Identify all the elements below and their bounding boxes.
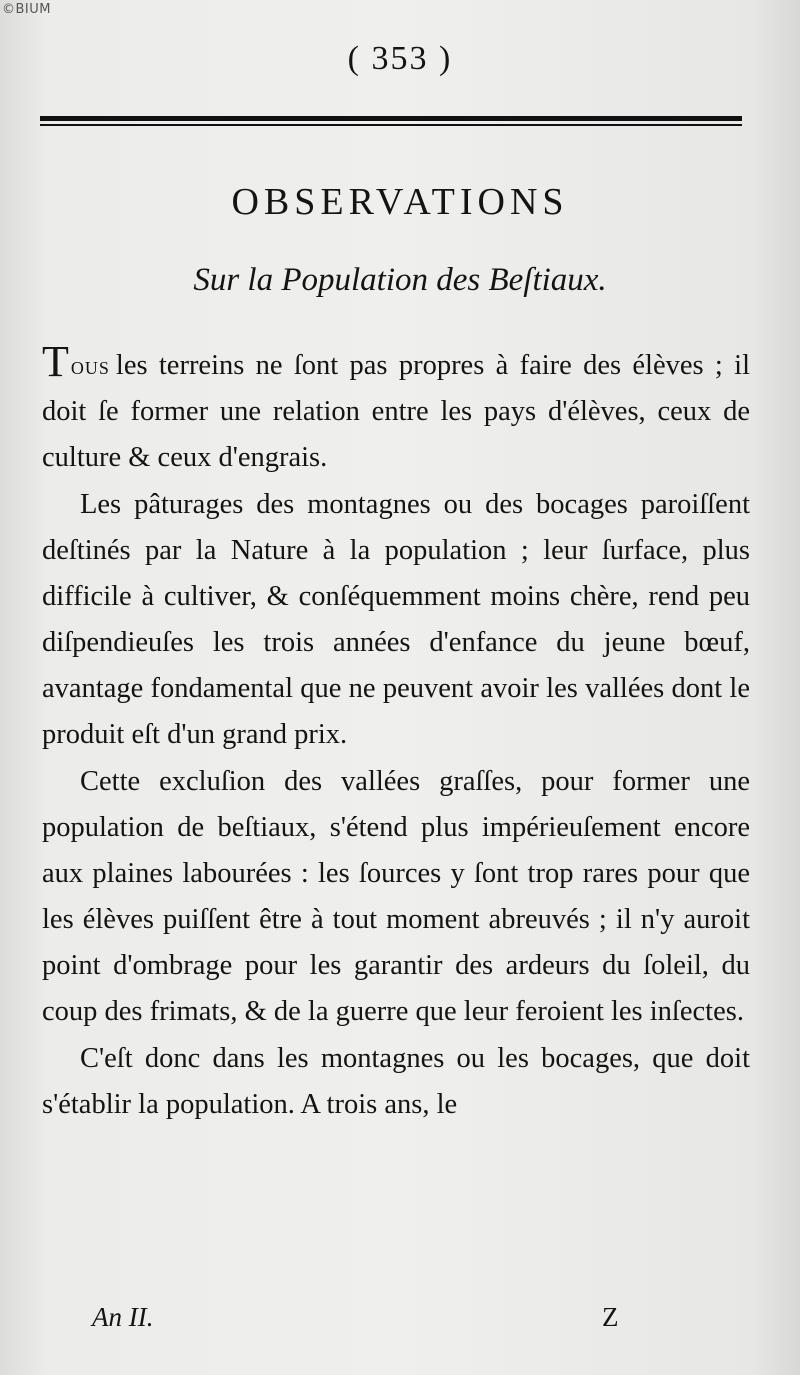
paragraph-4: C'eſt donc dans les montagnes ou les bocages, que doit s'établir la population. A trois ans, le [42, 1043, 750, 1120]
header-rule-thick [40, 116, 742, 121]
watermark: ©BIUM [2, 2, 51, 17]
page-number: ( 353 ) [347, 40, 453, 77]
paragraph-1-text: les terreins ne ſont pas propres à faire des élèves ; il doit ſe former une relation entre les pays d'élèves, ceux de culture & ceux d'engrais. [42, 350, 750, 473]
signature-mark: An II. [92, 1302, 154, 1332]
gathering-letter: Z [602, 1302, 619, 1332]
body-text [42, 337, 750, 1128]
chapter-subtitle: Sur la Population des Beſtiaux. [193, 262, 607, 298]
small-caps-lead: ous [70, 351, 110, 380]
paragraph-3: Cette excluſion des vallées graſſes, pour former une population de beſtiaux, s'étend plus impérieuſement encore aux plaines labourées : les ſources y ſont trop rares pour que les élèves puiſſent être à tout moment abreuvés ; il n'y auroit point d'ombrage pour les garantir des ardeurs du ſoleil, du coup des frimats, & de la guerre que leur feroient les inſectes. [42, 766, 750, 1027]
drop-cap: T [42, 337, 69, 386]
chapter-title: OBSERVATIONS [231, 181, 569, 223]
header-rule-thin [40, 124, 742, 126]
paragraph-2: Les pâturages des montagnes ou des bocages paroiſſent deſtinés par la Nature à la population ; leur ſurface, plus difficile à cultiver, & conſéquemment moins chère, rend peu diſpendieuſes les trois années d'enfance du jeune bœuf, avantage fondamental que ne peuvent avoir les vallées dont le produit eſt d'un grand prix. [42, 489, 750, 750]
paragraph-1 [42, 337, 750, 481]
